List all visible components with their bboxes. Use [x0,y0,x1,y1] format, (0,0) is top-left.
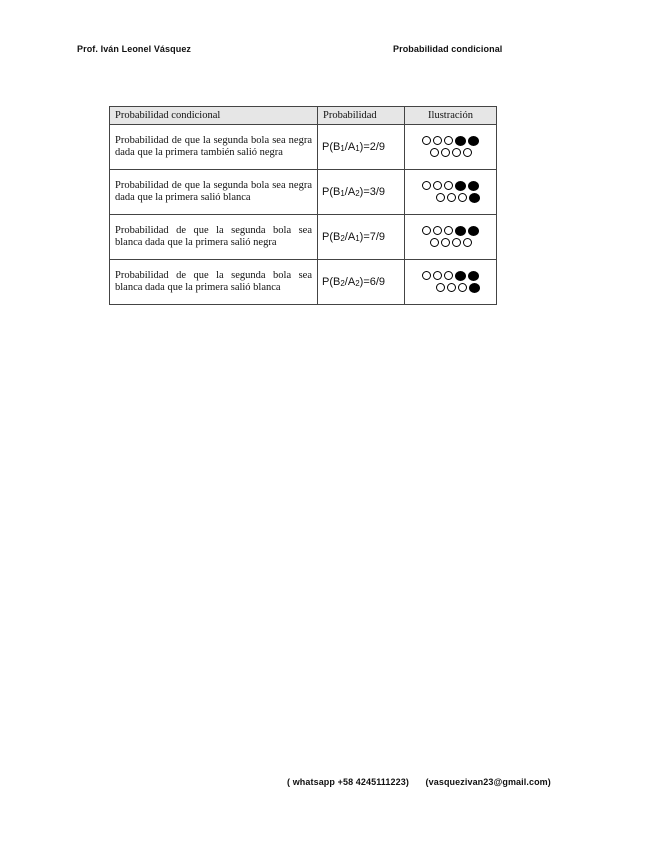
black-ball-icon [469,193,480,203]
white-ball-icon [430,148,439,157]
row-probability: $P(B_2/A_2)=6/9$ [318,260,405,305]
row-description: Probabilidad de que la segunda bola sea negra dada que la primera también salió negra [110,125,318,170]
black-ball-icon [468,181,479,191]
white-ball-icon [422,226,431,235]
row-illustration [405,170,497,215]
row-probability: $P(B_1/A_2)=3/9$ [318,170,405,215]
row-illustration [405,215,497,260]
row-description: Probabilidad de que la segunda bola sea blanca dada que la primera salió blanca [110,260,318,305]
white-ball-icon [452,148,461,157]
black-ball-icon [469,283,480,293]
white-ball-icon [433,226,442,235]
white-ball-icon [422,181,431,190]
row-illustration [405,125,497,170]
white-ball-icon [444,226,453,235]
white-ball-icon [447,283,456,292]
white-ball-icon [433,136,442,145]
ball-row-bottom [436,283,480,294]
white-ball-icon [447,193,456,202]
black-ball-icon [455,271,466,281]
row-description: Probabilidad de que la segunda bola sea blanca dada que la primera salió negra [110,215,318,260]
black-ball-icon [468,271,479,281]
author-header: Prof. Iván Leonel Vásquez [77,44,192,54]
whatsapp-contact: ( whatsapp +58 4245111223) [287,777,409,787]
white-ball-icon [436,283,445,292]
white-ball-icon [433,181,442,190]
white-ball-icon [444,136,453,145]
ball-row-top [422,226,479,237]
white-ball-icon [463,238,472,247]
table-row [110,215,497,260]
white-ball-icon [433,271,442,280]
white-ball-icon [458,193,467,202]
ball-illustration [405,181,496,204]
topic-header: Probabilidad condicional [393,44,503,54]
column-header-illustration: Ilustración [405,107,497,125]
white-ball-icon [436,193,445,202]
column-header-probability: Probabilidad [318,107,405,125]
ball-row-top [422,136,479,147]
table-header-row [110,107,497,125]
table-row [110,125,497,170]
conditional-probability-table [109,106,497,305]
ball-row-bottom [430,148,472,159]
white-ball-icon [422,271,431,280]
row-description: Probabilidad de que la segunda bola sea negra dada que la primera salió blanca [110,170,318,215]
white-ball-icon [441,148,450,157]
white-ball-icon [452,238,461,247]
column-header-description: Probabilidad condicional [110,107,318,125]
table-row [110,170,497,215]
ball-row-top [422,271,479,282]
white-ball-icon [458,283,467,292]
ball-row-top [422,181,479,192]
white-ball-icon [444,271,453,280]
ball-illustration [405,136,496,159]
row-probability: $P(B_1/A_1)=2/9$ [318,125,405,170]
ball-row-bottom [430,238,472,249]
ball-illustration [405,271,496,294]
black-ball-icon [455,136,466,146]
black-ball-icon [468,136,479,146]
white-ball-icon [422,136,431,145]
row-probability: $P(B_2/A_1)=7/9$ [318,215,405,260]
black-ball-icon [455,181,466,191]
black-ball-icon [468,226,479,236]
white-ball-icon [463,148,472,157]
ball-row-bottom [436,193,480,204]
white-ball-icon [441,238,450,247]
contact-footer [287,777,551,787]
white-ball-icon [430,238,439,247]
email-contact: (vasquezivan23@gmail.com) [425,777,551,787]
row-illustration [405,260,497,305]
black-ball-icon [455,226,466,236]
white-ball-icon [444,181,453,190]
table-row [110,260,497,305]
ball-illustration [405,226,496,249]
